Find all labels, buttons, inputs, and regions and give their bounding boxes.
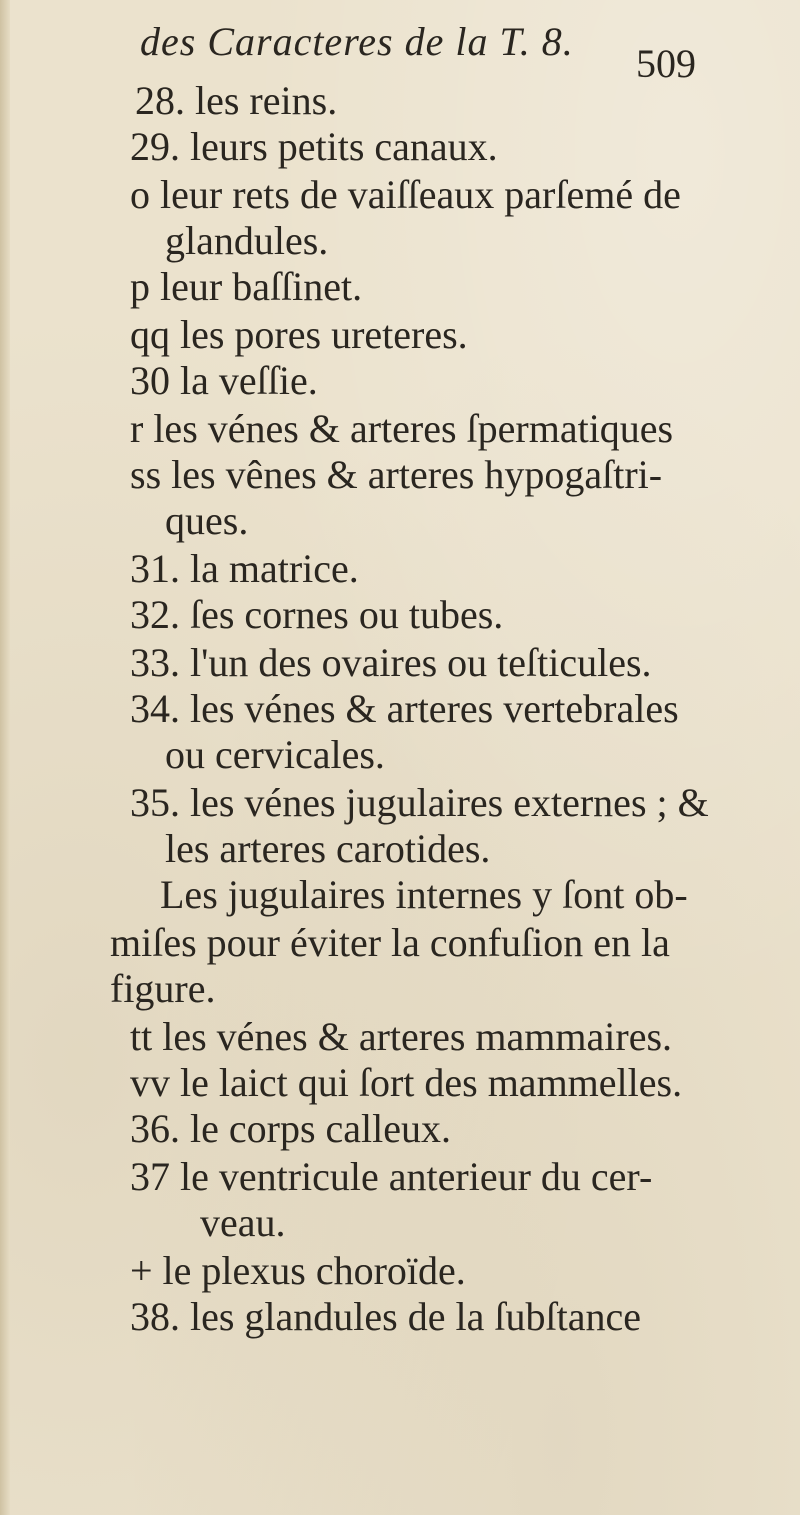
text-line: r les vénes & arteres ſpermatiques xyxy=(130,406,674,451)
text-line: 33. l'un des ovaires ou teſticules. xyxy=(130,640,652,685)
running-head: des Caracteres de la T. 8. xyxy=(140,19,574,64)
text-line: p leur baſſinet. xyxy=(130,264,363,309)
text-line: 36. le corps calleux. xyxy=(130,1106,451,1151)
text-line: 30 la veſſie. xyxy=(130,358,318,403)
text-line: miſes pour éviter la confuſion en la xyxy=(110,920,670,965)
text-line: 34. les vénes & arteres vertebrales xyxy=(130,686,679,731)
text-line: ques. xyxy=(165,498,249,543)
text-line: 37 le ventricule anterieur du cer- xyxy=(130,1154,653,1199)
text-line: + le plexus choroïde. xyxy=(130,1248,466,1293)
text-line: qq les pores ureteres. xyxy=(130,312,468,357)
text-line: vv le laict qui ſort des mammelles. xyxy=(130,1060,683,1105)
text-line: les arteres carotides. xyxy=(165,826,491,871)
page-number: 509 xyxy=(636,41,696,86)
text-line: 31. la matrice. xyxy=(130,546,359,591)
text-line: tt les vénes & arteres mammaires. xyxy=(130,1014,673,1059)
text-line: 29. leurs petits canaux. xyxy=(130,124,498,169)
text-line: ss les vênes & arteres hypogaſtri- xyxy=(130,452,663,497)
text-line: 28. les reins. xyxy=(135,78,338,123)
text-line: veau. xyxy=(200,1200,286,1245)
text-line: 32. ſes cornes ou tubes. xyxy=(130,592,504,637)
text-line: Les jugulaires internes y ſont ob- xyxy=(160,872,688,917)
text-line: 38. les glandules de la ſubſtance xyxy=(130,1294,641,1339)
text-line: 35. les vénes jugulaires externes ; & xyxy=(130,780,709,825)
text-line: o leur rets de vaiſſeaux parſemé de xyxy=(130,172,681,217)
text-line: ou cervicales. xyxy=(165,732,385,777)
text-line: figure. xyxy=(110,966,216,1011)
text-line: glandules. xyxy=(165,218,329,263)
